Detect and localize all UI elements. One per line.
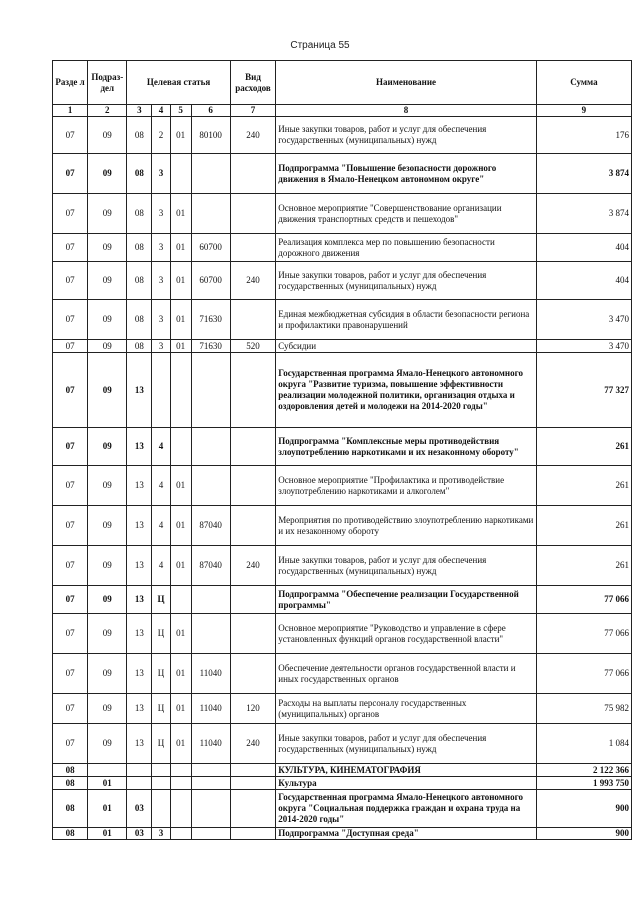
- activity-code-cell: 01: [170, 340, 191, 353]
- table-header: [53, 61, 632, 117]
- table-row: [53, 353, 632, 428]
- activity-code-cell: [170, 777, 191, 790]
- column-number: 6: [191, 105, 230, 117]
- name-cell: Реализация комплекса мер по повышению безопасности дорожного движения: [276, 234, 537, 262]
- table-row: [53, 300, 632, 340]
- expense-type-cell: 240: [230, 546, 275, 586]
- expense-type-cell: [230, 506, 275, 546]
- podrazdel-cell: 09: [88, 614, 127, 654]
- subprogram-code-cell: [152, 777, 171, 790]
- table-body: [53, 117, 632, 840]
- subprogram-code-cell: 4: [152, 546, 171, 586]
- razdel-cell: 07: [53, 724, 88, 764]
- expense-type-cell: [230, 828, 275, 840]
- direction-code-cell: 60700: [191, 262, 230, 300]
- sum-cell: 75 982: [536, 694, 631, 724]
- direction-code-cell: 11040: [191, 724, 230, 764]
- program-code-cell: 13: [127, 694, 152, 724]
- activity-code-cell: 01: [170, 117, 191, 154]
- name-cell: Государственная программа Ямало-Ненецкого автономного округа "Социальная поддержка граждан и охрана труда на 2014-2020 годы": [276, 790, 537, 828]
- table-row: [53, 117, 632, 154]
- direction-code-cell: [191, 428, 230, 466]
- program-code-cell: 08: [127, 340, 152, 353]
- name-cell: Иные закупки товаров, работ и услуг для обеспечения государственных (муниципальных) нужд: [276, 262, 537, 300]
- direction-code-cell: 71630: [191, 340, 230, 353]
- name-cell: Субсидии: [276, 340, 537, 353]
- razdel-cell: 08: [53, 777, 88, 790]
- razdel-cell: 07: [53, 340, 88, 353]
- activity-code-cell: [170, 353, 191, 428]
- expense-type-cell: 520: [230, 340, 275, 353]
- sum-cell: 261: [536, 546, 631, 586]
- expense-type-cell: [230, 764, 275, 777]
- subprogram-code-cell: 4: [152, 506, 171, 546]
- program-code-cell: 13: [127, 724, 152, 764]
- direction-code-cell: [191, 194, 230, 234]
- activity-code-cell: [170, 154, 191, 194]
- activity-code-cell: 01: [170, 654, 191, 694]
- razdel-cell: 07: [53, 194, 88, 234]
- header-naimenovanie: Наименование: [276, 61, 537, 105]
- expense-type-cell: [230, 300, 275, 340]
- razdel-cell: 07: [53, 546, 88, 586]
- direction-code-cell: 11040: [191, 654, 230, 694]
- direction-code-cell: [191, 614, 230, 654]
- column-number: 4: [152, 105, 171, 117]
- name-cell: Иные закупки товаров, работ и услуг для обеспечения государственных (муниципальных) нужд: [276, 117, 537, 154]
- program-code-cell: 13: [127, 466, 152, 506]
- direction-code-cell: 87040: [191, 506, 230, 546]
- header-vid-rashodov: Вид расходов: [230, 61, 275, 105]
- podrazdel-cell: [88, 764, 127, 777]
- subprogram-code-cell: 2: [152, 117, 171, 154]
- activity-code-cell: 01: [170, 506, 191, 546]
- subprogram-code-cell: 3: [152, 262, 171, 300]
- subprogram-code-cell: 3: [152, 194, 171, 234]
- podrazdel-cell: 09: [88, 154, 127, 194]
- name-cell: Основное мероприятие "Профилактика и противодействие злоупотреблению наркотиками и алкоголем": [276, 466, 537, 506]
- header-celevaya-statya: Целевая статья: [127, 61, 230, 105]
- header-podrazdel: Подраз- дел: [88, 61, 127, 105]
- header-summa: Сумма: [536, 61, 631, 105]
- podrazdel-cell: 09: [88, 724, 127, 764]
- table-row: [53, 466, 632, 506]
- program-code-cell: 08: [127, 262, 152, 300]
- program-code-cell: 13: [127, 546, 152, 586]
- name-cell: Иные закупки товаров, работ и услуг для обеспечения государственных (муниципальных) нужд: [276, 546, 537, 586]
- sum-cell: 261: [536, 428, 631, 466]
- table-row: [53, 654, 632, 694]
- name-cell: Единая межбюджетная субсидия в области безопасности региона и профилактики правонарушений: [276, 300, 537, 340]
- subprogram-code-cell: 4: [152, 466, 171, 506]
- subprogram-code-cell: 4: [152, 428, 171, 466]
- direction-code-cell: [191, 466, 230, 506]
- table-row: [53, 828, 632, 840]
- program-code-cell: 13: [127, 506, 152, 546]
- activity-code-cell: 01: [170, 262, 191, 300]
- podrazdel-cell: 09: [88, 466, 127, 506]
- sum-cell: 900: [536, 828, 631, 840]
- razdel-cell: 07: [53, 117, 88, 154]
- subprogram-code-cell: Ц: [152, 694, 171, 724]
- expense-type-cell: [230, 777, 275, 790]
- activity-code-cell: 01: [170, 194, 191, 234]
- expense-type-cell: 240: [230, 262, 275, 300]
- table-row: [53, 234, 632, 262]
- activity-code-cell: [170, 764, 191, 777]
- subprogram-code-cell: 3: [152, 300, 171, 340]
- sum-cell: 3 470: [536, 300, 631, 340]
- subprogram-code-cell: Ц: [152, 724, 171, 764]
- column-number: 1: [53, 105, 88, 117]
- activity-code-cell: [170, 586, 191, 614]
- sum-cell: 3 874: [536, 194, 631, 234]
- expense-type-cell: [230, 234, 275, 262]
- name-cell: Культура: [276, 777, 537, 790]
- direction-code-cell: [191, 353, 230, 428]
- table-row: [53, 506, 632, 546]
- column-number-row: [53, 105, 632, 117]
- name-cell: Расходы на выплаты персоналу государственных (муниципальных) органов: [276, 694, 537, 724]
- column-number: 3: [127, 105, 152, 117]
- column-number: 5: [170, 105, 191, 117]
- expense-type-cell: [230, 428, 275, 466]
- direction-code-cell: [191, 790, 230, 828]
- column-number: 2: [88, 105, 127, 117]
- program-code-cell: [127, 777, 152, 790]
- program-code-cell: 13: [127, 428, 152, 466]
- column-number: 9: [536, 105, 631, 117]
- razdel-cell: 07: [53, 654, 88, 694]
- direction-code-cell: [191, 777, 230, 790]
- expense-type-cell: [230, 654, 275, 694]
- expense-type-cell: 240: [230, 117, 275, 154]
- activity-code-cell: 01: [170, 234, 191, 262]
- subprogram-code-cell: [152, 764, 171, 777]
- razdel-cell: 07: [53, 428, 88, 466]
- podrazdel-cell: 01: [88, 790, 127, 828]
- name-cell: КУЛЬТУРА, КИНЕМАТОГРАФИЯ: [276, 764, 537, 777]
- table-row: [53, 262, 632, 300]
- name-cell: Иные закупки товаров, работ и услуг для обеспечения государственных (муниципальных) нужд: [276, 724, 537, 764]
- program-code-cell: 03: [127, 790, 152, 828]
- razdel-cell: 08: [53, 790, 88, 828]
- expense-type-cell: [230, 353, 275, 428]
- activity-code-cell: [170, 790, 191, 828]
- name-cell: Мероприятия по противодействию злоупотреблению наркотиками и их незаконному обороту: [276, 506, 537, 546]
- expense-type-cell: [230, 614, 275, 654]
- activity-code-cell: 01: [170, 614, 191, 654]
- subprogram-code-cell: 3: [152, 154, 171, 194]
- activity-code-cell: [170, 428, 191, 466]
- podrazdel-cell: 09: [88, 262, 127, 300]
- name-cell: Государственная программа Ямало-Ненецкого автономного округа "Развитие туризма, повышение эффективности реализации молодежной политики, организация отдыха и оздоровления детей и молодежи на 2014-2020 годы": [276, 353, 537, 428]
- table-row: [53, 194, 632, 234]
- page-number-label: Страница 55: [290, 40, 350, 51]
- sum-cell: 1 084: [536, 724, 631, 764]
- table-row: [53, 724, 632, 764]
- table-row: [53, 694, 632, 724]
- subprogram-code-cell: Ц: [152, 586, 171, 614]
- table-row: [53, 428, 632, 466]
- header-razdel: Разде л: [53, 61, 88, 105]
- sum-cell: 1 993 750: [536, 777, 631, 790]
- sum-cell: 176: [536, 117, 631, 154]
- name-cell: Подпрограмма "Повышение безопасности дорожного движения в Ямало-Ненецком автономном округе": [276, 154, 537, 194]
- program-code-cell: 08: [127, 300, 152, 340]
- sum-cell: 3 874: [536, 154, 631, 194]
- expense-type-cell: [230, 194, 275, 234]
- name-cell: Подпрограмма "Обеспечение реализации Государственной программы": [276, 586, 537, 614]
- program-code-cell: 08: [127, 117, 152, 154]
- expense-type-cell: [230, 466, 275, 506]
- table-row: [53, 614, 632, 654]
- razdel-cell: 07: [53, 614, 88, 654]
- name-cell: Обеспечение деятельности органов государственной власти и иных государственных органов: [276, 654, 537, 694]
- program-code-cell: 03: [127, 828, 152, 840]
- razdel-cell: 07: [53, 694, 88, 724]
- column-number: 8: [276, 105, 537, 117]
- direction-code-cell: 71630: [191, 300, 230, 340]
- direction-code-cell: 80100: [191, 117, 230, 154]
- activity-code-cell: 01: [170, 466, 191, 506]
- direction-code-cell: [191, 828, 230, 840]
- program-code-cell: [127, 764, 152, 777]
- column-number: 7: [230, 105, 275, 117]
- razdel-cell: 07: [53, 466, 88, 506]
- direction-code-cell: 11040: [191, 694, 230, 724]
- razdel-cell: 08: [53, 764, 88, 777]
- activity-code-cell: 01: [170, 546, 191, 586]
- podrazdel-cell: 01: [88, 828, 127, 840]
- expense-type-cell: 240: [230, 724, 275, 764]
- podrazdel-cell: 01: [88, 777, 127, 790]
- budget-table: [52, 60, 632, 840]
- expense-type-cell: 120: [230, 694, 275, 724]
- activity-code-cell: [170, 828, 191, 840]
- subprogram-code-cell: 3: [152, 234, 171, 262]
- podrazdel-cell: 09: [88, 340, 127, 353]
- expense-type-cell: [230, 586, 275, 614]
- sum-cell: 77 327: [536, 353, 631, 428]
- razdel-cell: 07: [53, 586, 88, 614]
- program-code-cell: 13: [127, 614, 152, 654]
- subprogram-code-cell: 3: [152, 828, 171, 840]
- razdel-cell: 07: [53, 506, 88, 546]
- podrazdel-cell: 09: [88, 428, 127, 466]
- name-cell: Подпрограмма "Комплексные меры противодействия злоупотреблению наркотиками и их незаконному обороту": [276, 428, 537, 466]
- sum-cell: 404: [536, 234, 631, 262]
- program-code-cell: 13: [127, 586, 152, 614]
- table-row: [53, 764, 632, 777]
- sum-cell: 77 066: [536, 586, 631, 614]
- razdel-cell: 07: [53, 234, 88, 262]
- subprogram-code-cell: [152, 353, 171, 428]
- expense-type-cell: [230, 790, 275, 828]
- name-cell: Подпрограмма "Доступная среда": [276, 828, 537, 840]
- table-row: [53, 546, 632, 586]
- razdel-cell: 07: [53, 154, 88, 194]
- razdel-cell: 07: [53, 300, 88, 340]
- sum-cell: 261: [536, 506, 631, 546]
- subprogram-code-cell: [152, 790, 171, 828]
- podrazdel-cell: 09: [88, 654, 127, 694]
- podrazdel-cell: 09: [88, 546, 127, 586]
- program-code-cell: 08: [127, 154, 152, 194]
- sum-cell: 77 066: [536, 614, 631, 654]
- razdel-cell: 07: [53, 262, 88, 300]
- podrazdel-cell: 09: [88, 694, 127, 724]
- sum-cell: 404: [536, 262, 631, 300]
- direction-code-cell: [191, 154, 230, 194]
- podrazdel-cell: 09: [88, 506, 127, 546]
- sum-cell: 900: [536, 790, 631, 828]
- podrazdel-cell: 09: [88, 300, 127, 340]
- table-row: [53, 790, 632, 828]
- podrazdel-cell: 09: [88, 353, 127, 428]
- program-code-cell: 08: [127, 234, 152, 262]
- expense-type-cell: [230, 154, 275, 194]
- razdel-cell: 08: [53, 828, 88, 840]
- razdel-cell: 07: [53, 353, 88, 428]
- subprogram-code-cell: Ц: [152, 614, 171, 654]
- sum-cell: 77 066: [536, 654, 631, 694]
- activity-code-cell: 01: [170, 694, 191, 724]
- table-row: [53, 777, 632, 790]
- table-row: [53, 154, 632, 194]
- podrazdel-cell: 09: [88, 586, 127, 614]
- name-cell: Основное мероприятие "Совершенствование организации движения транспортных средств и пешеходов": [276, 194, 537, 234]
- podrazdel-cell: 09: [88, 194, 127, 234]
- subprogram-code-cell: Ц: [152, 654, 171, 694]
- podrazdel-cell: 09: [88, 117, 127, 154]
- sum-cell: 2 122 366: [536, 764, 631, 777]
- table-row: [53, 586, 632, 614]
- program-code-cell: 08: [127, 194, 152, 234]
- podrazdel-cell: 09: [88, 234, 127, 262]
- name-cell: Основное мероприятие "Руководство и управление в сфере установленных функций органов государственной власти": [276, 614, 537, 654]
- sum-cell: 261: [536, 466, 631, 506]
- direction-code-cell: 87040: [191, 546, 230, 586]
- direction-code-cell: 60700: [191, 234, 230, 262]
- sum-cell: 3 470: [536, 340, 631, 353]
- subprogram-code-cell: 3: [152, 340, 171, 353]
- direction-code-cell: [191, 764, 230, 777]
- direction-code-cell: [191, 586, 230, 614]
- program-code-cell: 13: [127, 353, 152, 428]
- activity-code-cell: 01: [170, 724, 191, 764]
- program-code-cell: 13: [127, 654, 152, 694]
- activity-code-cell: 01: [170, 300, 191, 340]
- table-row: [53, 340, 632, 353]
